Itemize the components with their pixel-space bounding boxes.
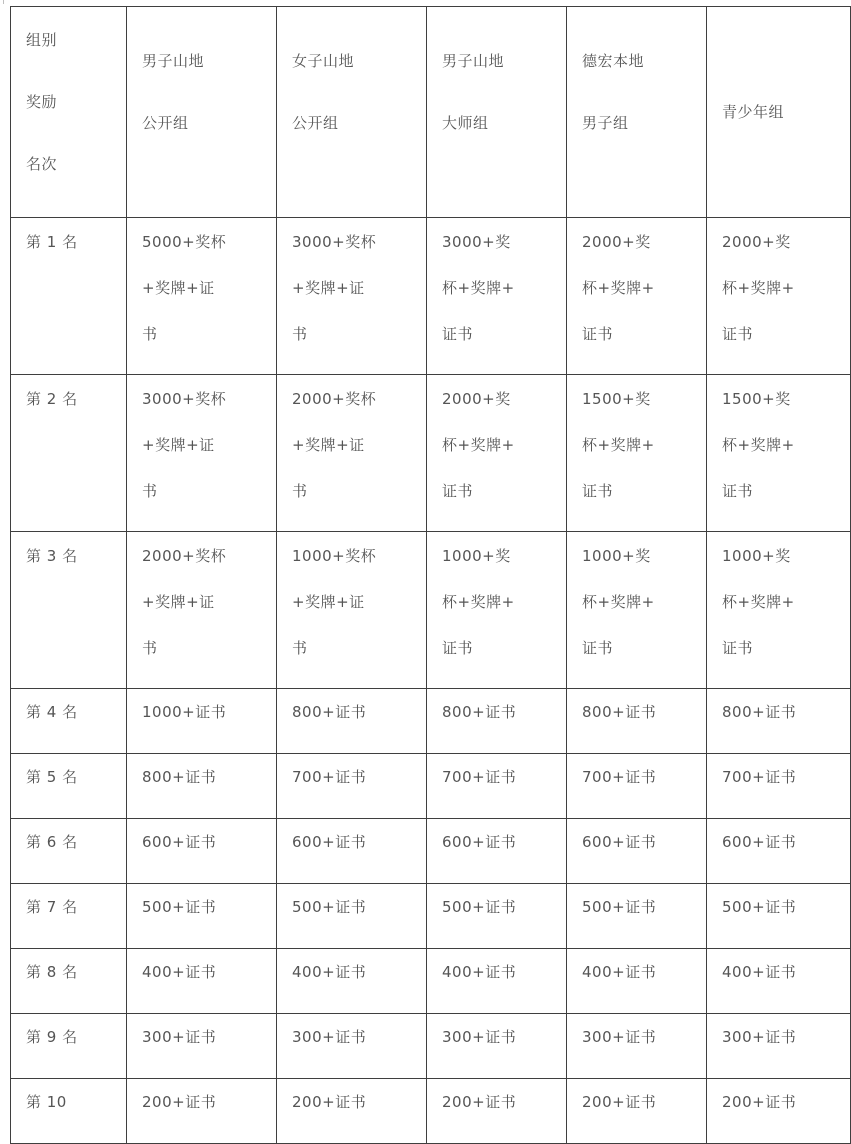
prize-row [11, 819, 851, 884]
prize-row [11, 375, 851, 532]
prize-cell [277, 1014, 427, 1079]
column-header-youth [707, 7, 851, 218]
prize-cell [127, 1014, 277, 1079]
prize-cell [567, 1014, 707, 1079]
prize-cell [707, 1079, 851, 1144]
prize-text-line: 200+证书 [292, 1093, 367, 1111]
column-header-line: 男子山地 [442, 52, 505, 70]
prize-text-line: 1000+奖 [582, 547, 651, 565]
prize-text-line: 600+证书 [292, 833, 367, 851]
prize-text-line: 800+证书 [442, 703, 517, 721]
prize-text-line: 2000+奖 [722, 233, 791, 251]
prize-text-line: +奖牌+证 [142, 593, 215, 611]
prize-text-line: 证书 [722, 482, 754, 500]
column-header-men-mtb-masters [427, 7, 567, 218]
prize-text-line: 1000+证书 [142, 703, 227, 721]
prize-text-line: 1500+奖 [722, 390, 791, 408]
prize-cell [427, 754, 567, 819]
prize-cell [127, 754, 277, 819]
column-header-men-mtb-open [127, 7, 277, 218]
prize-cell [277, 532, 427, 689]
prize-cell [127, 819, 277, 884]
prize-text-line: 书 [142, 482, 158, 500]
corner-label-reward: 奖励 [26, 93, 58, 111]
column-header-line: 公开组 [292, 114, 339, 132]
prize-cell [427, 532, 567, 689]
prize-cell [427, 218, 567, 375]
corner-header-cell [11, 7, 127, 218]
prize-cell [127, 218, 277, 375]
prize-text-line: 600+证书 [442, 833, 517, 851]
column-header-women-mtb-open [277, 7, 427, 218]
prize-cell [277, 218, 427, 375]
prize-text-line: 杯+奖牌+ [722, 593, 795, 611]
prize-cell [427, 1014, 567, 1079]
prize-cell [277, 689, 427, 754]
prize-text-line: 800+证书 [722, 703, 797, 721]
prize-text-line: 500+证书 [442, 898, 517, 916]
prize-text-line: 400+证书 [292, 963, 367, 981]
rank-cell: 第 10 [11, 1079, 127, 1144]
prize-text-line: 400+证书 [722, 963, 797, 981]
prize-text-line: 800+证书 [582, 703, 657, 721]
prize-cell [127, 884, 277, 949]
prize-text-line: 书 [292, 482, 308, 500]
prize-text-line: 杯+奖牌+ [582, 436, 655, 454]
prize-cell [277, 375, 427, 532]
prize-cell [277, 884, 427, 949]
prize-text-line: 证书 [722, 325, 754, 343]
prize-text-line: 200+证书 [142, 1093, 217, 1111]
prize-text-line: 700+证书 [442, 768, 517, 786]
prize-text-line: 300+证书 [722, 1028, 797, 1046]
rank-cell: 第 9 名 [11, 1014, 127, 1079]
prize-row [11, 1079, 851, 1144]
prize-text-line: 证书 [722, 639, 754, 657]
prize-cell [127, 532, 277, 689]
prize-text-line: 杯+奖牌+ [442, 436, 515, 454]
prize-text-line: 300+证书 [142, 1028, 217, 1046]
prize-text-line: 证书 [442, 325, 474, 343]
prize-cell [127, 949, 277, 1014]
corner-label-rank: 名次 [26, 155, 58, 173]
prize-text-line: 600+证书 [722, 833, 797, 851]
prize-table [10, 6, 851, 1144]
rank-cell: 第 3 名 [11, 532, 127, 689]
prize-text-line: 700+证书 [722, 768, 797, 786]
prize-row [11, 218, 851, 375]
prize-text-line: +奖牌+证 [292, 279, 365, 297]
prize-text-line: 杯+奖牌+ [582, 593, 655, 611]
prize-text-line: 杯+奖牌+ [442, 279, 515, 297]
prize-text-line: 杯+奖牌+ [722, 436, 795, 454]
prize-cell [567, 532, 707, 689]
prize-text-line: 400+证书 [442, 963, 517, 981]
prize-cell [567, 689, 707, 754]
prize-cell [427, 949, 567, 1014]
prize-text-line: 5000+奖杯 [142, 233, 227, 251]
prize-text-line: 600+证书 [142, 833, 217, 851]
prize-text-line: 400+证书 [142, 963, 217, 981]
prize-cell [707, 884, 851, 949]
prize-text-line: 500+证书 [722, 898, 797, 916]
prize-text-line: 证书 [582, 325, 614, 343]
prize-row [11, 949, 851, 1014]
prize-cell [567, 218, 707, 375]
column-header-line: 大师组 [442, 114, 489, 132]
prize-text-line: 800+证书 [142, 768, 217, 786]
prize-cell [707, 218, 851, 375]
corner-label-group: 组别 [26, 31, 58, 49]
rank-cell: 第 7 名 [11, 884, 127, 949]
prize-row [11, 532, 851, 689]
prize-cell [567, 1079, 707, 1144]
prize-text-line: 200+证书 [442, 1093, 517, 1111]
prize-cell [567, 375, 707, 532]
prize-cell [707, 689, 851, 754]
prize-text-line: 300+证书 [292, 1028, 367, 1046]
prize-text-line: 杯+奖牌+ [442, 593, 515, 611]
prize-table-body [11, 7, 851, 1144]
column-header-line: 男子山地 [142, 52, 205, 70]
prize-cell [127, 375, 277, 532]
prize-text-line: 2000+奖杯 [292, 390, 377, 408]
prize-cell [427, 1079, 567, 1144]
prize-text-line: 2000+奖杯 [142, 547, 227, 565]
prize-text-line: 200+证书 [582, 1093, 657, 1111]
prize-text-line: 700+证书 [292, 768, 367, 786]
rank-cell: 第 4 名 [11, 689, 127, 754]
rank-cell: 第 6 名 [11, 819, 127, 884]
rank-cell: 第 2 名 [11, 375, 127, 532]
prize-cell [277, 754, 427, 819]
prize-text-line: +奖牌+证 [292, 593, 365, 611]
prize-text-line: 杯+奖牌+ [722, 279, 795, 297]
column-header-line: 德宏本地 [582, 52, 645, 70]
prize-text-line: 书 [142, 639, 158, 657]
prize-text-line: 证书 [582, 482, 614, 500]
prize-cell [707, 375, 851, 532]
prize-text-line: 3000+奖杯 [142, 390, 227, 408]
prize-text-line: 500+证书 [582, 898, 657, 916]
prize-row [11, 754, 851, 819]
prize-cell [277, 819, 427, 884]
prize-cell [707, 819, 851, 884]
prize-text-line: 书 [292, 639, 308, 657]
prize-text-line: 1000+奖 [722, 547, 791, 565]
prize-cell [707, 1014, 851, 1079]
prize-text-line: 200+证书 [722, 1093, 797, 1111]
prize-text-line: 700+证书 [582, 768, 657, 786]
prize-text-line: 300+证书 [442, 1028, 517, 1046]
prize-cell [277, 949, 427, 1014]
prize-text-line: 书 [292, 325, 308, 343]
header-row [11, 7, 851, 218]
prize-text-line: 600+证书 [582, 833, 657, 851]
column-header-line: 女子山地 [292, 52, 355, 70]
prize-cell [427, 884, 567, 949]
prize-text-line: +奖牌+证 [142, 279, 215, 297]
rank-cell: 第 8 名 [11, 949, 127, 1014]
prize-cell [427, 819, 567, 884]
column-header-line: 公开组 [142, 114, 189, 132]
column-header-dehong-local-men [567, 7, 707, 218]
prize-text-line: +奖牌+证 [292, 436, 365, 454]
prize-cell [707, 949, 851, 1014]
prize-text-line: 1000+奖 [442, 547, 511, 565]
column-header-line: 男子组 [582, 114, 629, 132]
prize-text-line: 证书 [582, 639, 614, 657]
prize-cell [427, 689, 567, 754]
prize-text-line: +奖牌+证 [142, 436, 215, 454]
prize-cell [567, 884, 707, 949]
prize-cell [127, 689, 277, 754]
rank-cell: 第 1 名 [11, 218, 127, 375]
prize-cell [707, 532, 851, 689]
prize-text-line: 3000+奖 [442, 233, 511, 251]
prize-row [11, 689, 851, 754]
prize-cell [127, 1079, 277, 1144]
prize-row [11, 1014, 851, 1079]
prize-text-line: 3000+奖杯 [292, 233, 377, 251]
prize-cell [427, 375, 567, 532]
prize-text-line: 800+证书 [292, 703, 367, 721]
prize-cell [707, 754, 851, 819]
prize-row [11, 884, 851, 949]
prize-cell [567, 754, 707, 819]
prize-text-line: 书 [142, 325, 158, 343]
column-header-line: 青少年组 [722, 103, 785, 121]
prize-cell [277, 1079, 427, 1144]
prize-text-line: 证书 [442, 482, 474, 500]
prize-text-line: 2000+奖 [442, 390, 511, 408]
prize-text-line: 1000+奖杯 [292, 547, 377, 565]
prize-cell [567, 819, 707, 884]
prize-text-line: 证书 [442, 639, 474, 657]
prize-text-line: 1500+奖 [582, 390, 651, 408]
prize-cell [567, 949, 707, 1014]
prize-text-line: 500+证书 [142, 898, 217, 916]
rank-cell: 第 5 名 [11, 754, 127, 819]
prize-text-line: 杯+奖牌+ [582, 279, 655, 297]
cursor-caret-icon [3, 0, 10, 4]
prize-text-line: 2000+奖 [582, 233, 651, 251]
prize-text-line: 500+证书 [292, 898, 367, 916]
prize-text-line: 300+证书 [582, 1028, 657, 1046]
prize-text-line: 400+证书 [582, 963, 657, 981]
